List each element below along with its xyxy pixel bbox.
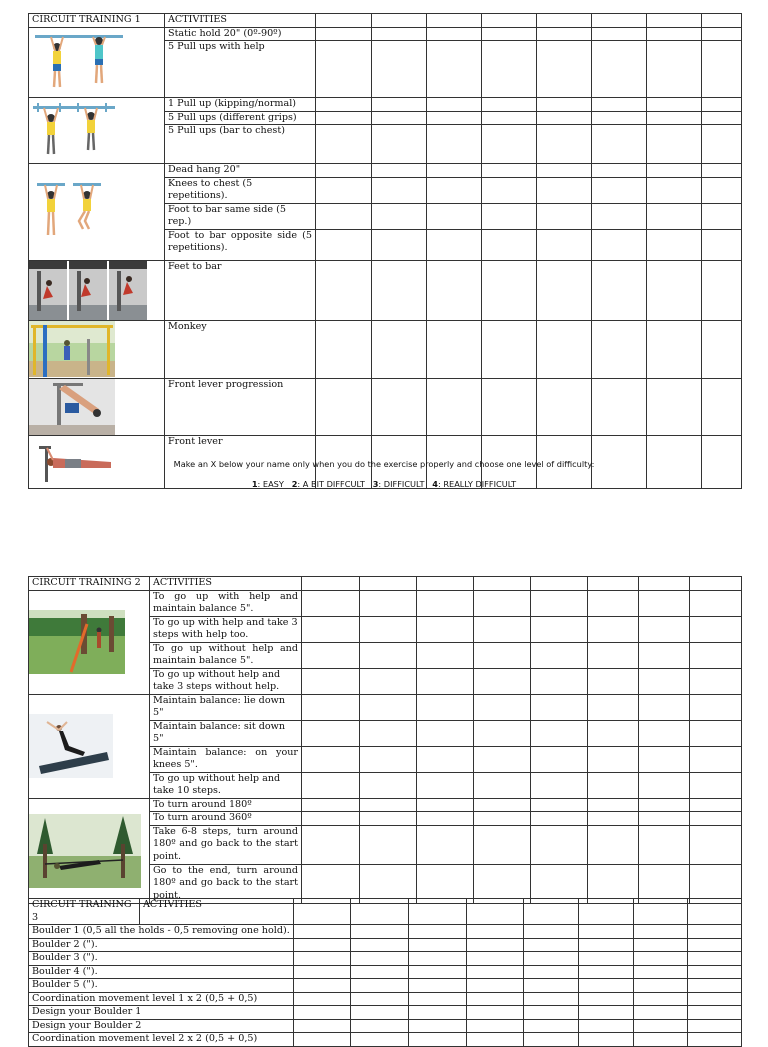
difficulty-levels [0, 479, 768, 489]
level-4-number: 4 [432, 479, 438, 489]
circuit1-title: CIRCUIT TRAINING 1 [29, 14, 165, 28]
activity-label: Static hold 20" (0º-90º) [165, 27, 316, 41]
name-cell[interactable] [524, 899, 579, 925]
circuit3-title: CIRCUIT TRAINING 3 [29, 899, 140, 925]
circuit3-activities-header: ACTIVITIES [140, 899, 294, 925]
activity-label: 5 Pull ups with help [165, 41, 316, 98]
activity-label: Coordination movement level 2 x 2 (0,5 + 0,5) [29, 1033, 294, 1047]
name-cell[interactable] [467, 899, 524, 925]
circuit2-title: CIRCUIT TRAINING 2 [29, 577, 150, 591]
level-3-label: : DIFFICULT [378, 479, 425, 489]
activity-label: 1 Pull up (kipping/normal) [165, 98, 316, 112]
activity-label: Boulder 4 ("). [29, 965, 294, 979]
activity-label: Go to the end, turn around 180º and go back to the start point. [150, 864, 302, 903]
activity-label: 5 Pull ups (bar to chest) [165, 125, 316, 164]
name-cell[interactable] [588, 577, 639, 591]
activity-label: To go up without help and take 10 steps. [150, 772, 302, 798]
name-cell[interactable] [702, 14, 742, 28]
activity-label: Foot to bar opposite side (5 repetitions). [165, 229, 316, 260]
circuit2-activities-header: ACTIVITIES [150, 577, 302, 591]
activity-label: 5 Pull ups (different grips) [165, 111, 316, 125]
dead-hang-illustration [29, 164, 165, 261]
activity-label: Front lever progression [165, 378, 316, 435]
name-cell[interactable] [482, 14, 537, 28]
name-cell[interactable] [690, 577, 742, 591]
figure-a [51, 37, 63, 87]
name-cell[interactable] [592, 14, 647, 28]
activity-label: Boulder 2 ("). [29, 938, 294, 952]
activity-label: Take 6-8 steps, turn around 180º and go back to the start point. [150, 825, 302, 864]
activity-label: Design your Boulder 2 [29, 1019, 294, 1033]
name-cell[interactable] [316, 14, 372, 28]
name-cell[interactable] [409, 899, 467, 925]
feet-to-bar-photo [29, 260, 165, 320]
slackline-trees-photo [29, 798, 150, 903]
activity-label: Boulder 1 (0,5 all the holds - 0,5 removing one hold). [29, 925, 294, 939]
name-cell[interactable] [474, 577, 531, 591]
name-cell[interactable] [372, 14, 427, 28]
name-cell[interactable] [531, 577, 588, 591]
activity-label: Feet to bar [165, 260, 316, 320]
level-2-label: : A BIT DIFFCULT [297, 479, 365, 489]
name-cell[interactable] [537, 14, 592, 28]
activity-label: Boulder 5 ("). [29, 979, 294, 993]
monkey-bars-photo [29, 320, 165, 378]
activity-label: Front lever [165, 435, 316, 488]
level-3-number: 3 [372, 479, 379, 489]
name-cell[interactable] [302, 577, 360, 591]
name-cell[interactable] [417, 577, 474, 591]
activity-label: To go up with help and take 3 steps with help too. [150, 616, 302, 642]
level-1-label: : EASY [257, 479, 284, 489]
activity-label: To go up without help and maintain balance 5". [150, 642, 302, 668]
activity-label: To turn around 360º [150, 812, 302, 826]
circuit-training-3-table [28, 898, 742, 1047]
activity-label: Knees to chest (5 repetitions). [165, 177, 316, 203]
figure-b [93, 37, 105, 83]
slackline-park-photo [29, 590, 150, 694]
pull-up-illustration [29, 27, 165, 98]
activity-label: Boulder 3 ("). [29, 952, 294, 966]
pull-up-grips-illustration [29, 98, 165, 164]
level-1-number: 1 [251, 479, 258, 489]
name-cell[interactable] [351, 899, 409, 925]
name-cell[interactable] [639, 577, 690, 591]
activity-label: Maintain balance: on your knees 5". [150, 746, 302, 772]
activity-label: Dead hang 20" [165, 164, 316, 178]
activity-label: To turn around 180º [150, 798, 302, 812]
activity-label: To go up with help and maintain balance 5". [150, 590, 302, 616]
level-2-number: 2 [291, 479, 298, 489]
activity-label: Maintain balance: lie down 5" [150, 694, 302, 720]
front-lever-progression-photo [29, 378, 165, 435]
activity-label: Maintain balance: sit down 5" [150, 720, 302, 746]
activity-label: Coordination movement level 1 x 2 (0,5 + 0,5) [29, 992, 294, 1006]
circuit-training-2-table [28, 576, 742, 904]
instructions-line: Make an X below your name only when you do the exercise properly and choose one level of difficulty: [173, 459, 595, 469]
name-cell[interactable] [360, 577, 417, 591]
activity-label: Monkey [165, 320, 316, 378]
name-cell[interactable] [427, 14, 482, 28]
circuit-training-1-table [28, 13, 742, 489]
activity-label: Design your Boulder 1 [29, 1006, 294, 1020]
name-cell[interactable] [647, 14, 702, 28]
name-cell[interactable] [294, 899, 351, 925]
name-cell[interactable] [688, 899, 742, 925]
activity-label: To go up without help and take 3 steps without help. [150, 668, 302, 694]
activity-label: Foot to bar same side (5 rep.) [165, 203, 316, 229]
name-cell[interactable] [579, 899, 634, 925]
circuit1-activities-header: ACTIVITIES [165, 14, 316, 28]
name-cell[interactable] [634, 899, 688, 925]
balance-on-line-photo [29, 694, 150, 798]
level-4-label: : REALLY DIFFICULT [437, 479, 517, 489]
